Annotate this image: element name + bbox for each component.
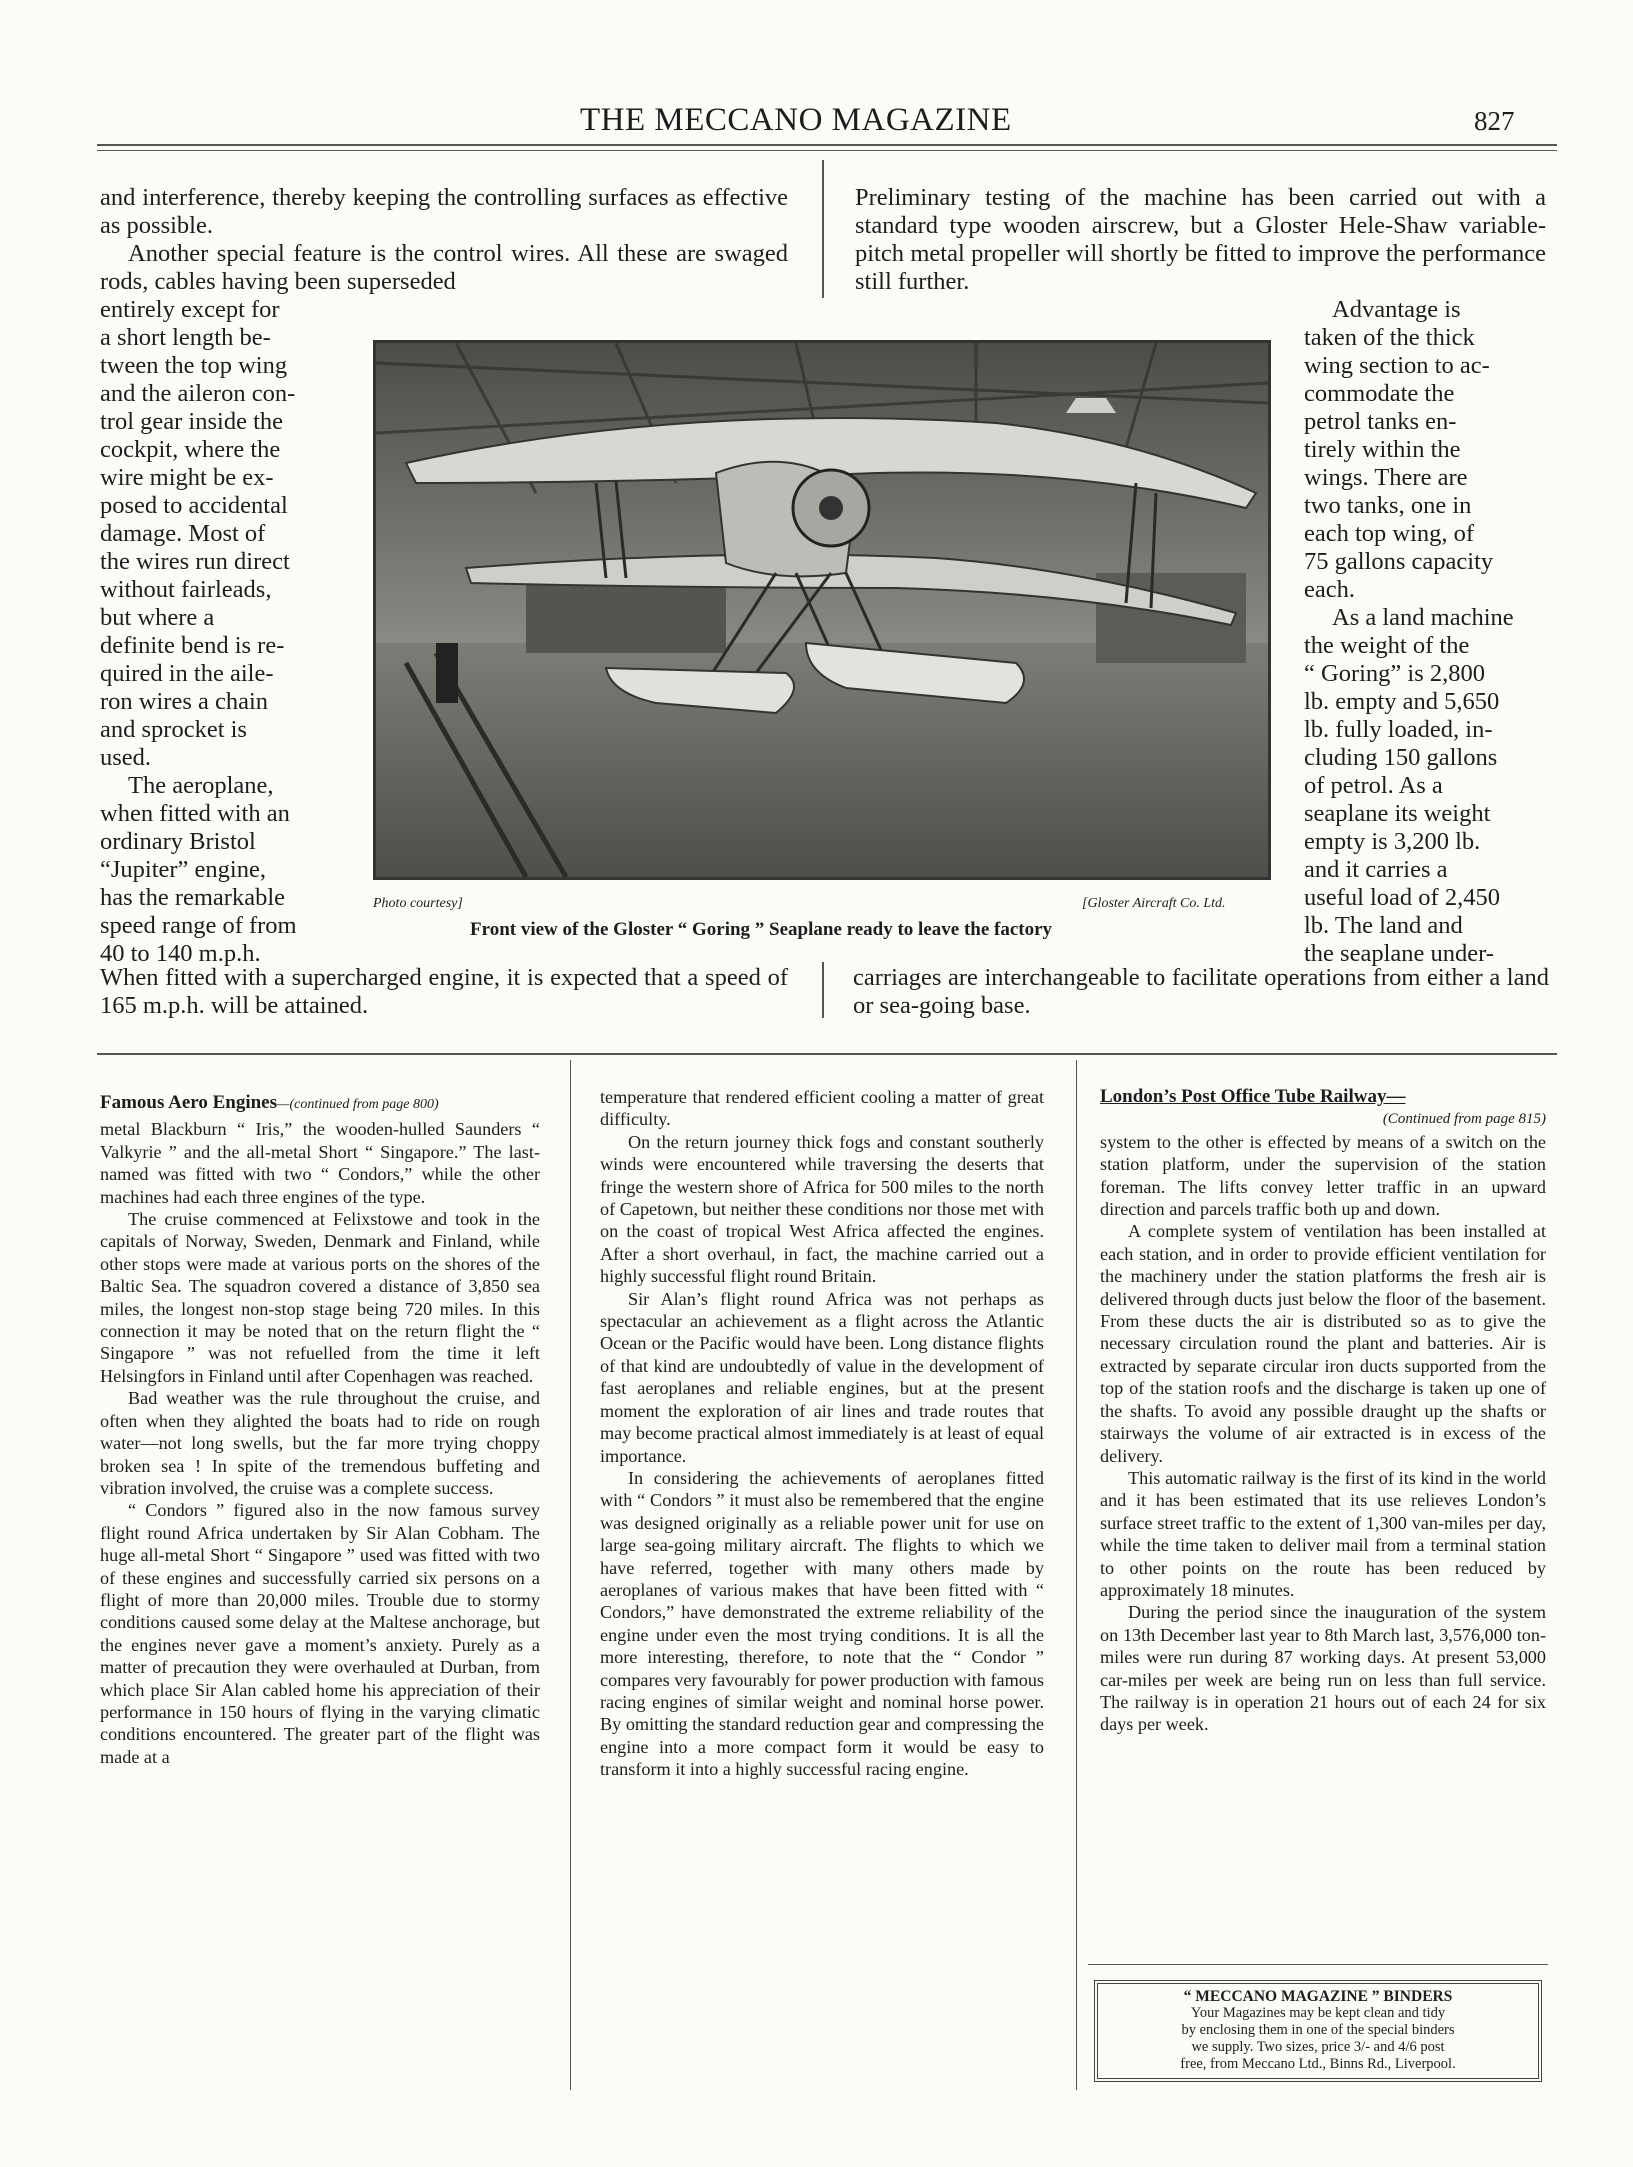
text-line: petrol tanks en- xyxy=(1304,408,1457,435)
text-line: ordinary Bristol xyxy=(100,828,256,855)
top-left-column xyxy=(100,184,788,296)
paragraph: system to the other is effected by means of a switch on the station platform, under the supervision of the station foreman. The lifts convey letter traffic in an upward direction and parcels traffic both up and down. xyxy=(1100,1131,1546,1220)
text-line: damage. Most of xyxy=(100,520,266,547)
text-line: taken of the thick xyxy=(1304,324,1475,351)
text-line: has the remarkable xyxy=(100,884,286,911)
paragraph: Sir Alan’s flight round Africa was not perhaps as spectacular an achievement as a flight across the Atlantic Ocean or the Pacific would have been. Long distance flights of that kind are undoubtedly of value in the development of fast aeroplanes and reliable engines, but at the present moment the exploration of air lines and trade routes that may become practical almost immediately is at least of equal importance. xyxy=(600,1288,1044,1466)
text-line: each. xyxy=(1304,576,1355,603)
text-line: without fairleads, xyxy=(100,576,272,603)
seaplane-illustration xyxy=(376,343,1268,877)
text-line: 75 gallons capacity xyxy=(1304,548,1494,575)
text-line: Advantage is xyxy=(1332,296,1461,323)
paragraph: carriages are interchangeable to facilitate operations from either a land or sea-going base. xyxy=(853,964,1549,1019)
advert-line: by enclosing them in one of the special binders xyxy=(1181,2022,1455,2038)
text-line: and sprocket is xyxy=(100,716,247,743)
text-line: quired in the aile- xyxy=(100,660,274,687)
text-line: As a land machine xyxy=(1332,604,1514,631)
column-continued-engines xyxy=(600,1086,1044,1781)
paragraph: and interference, thereby keeping the controlling surfaces as effective as possible. xyxy=(100,184,788,239)
text-line: empty is 3,200 lb. xyxy=(1304,828,1481,855)
column-famous-aero-engines xyxy=(100,1092,540,1768)
text-line: wire might be ex- xyxy=(100,464,274,491)
section-rule xyxy=(97,1053,1557,1055)
text-line: and the aileron con- xyxy=(100,380,296,407)
text-line: the seaplane under- xyxy=(1304,940,1494,967)
text-line: a short length be- xyxy=(100,324,271,351)
text-line: wings. There are xyxy=(1304,464,1468,491)
continued-note: (Continued from page 815) xyxy=(1382,1111,1546,1128)
seaplane-photo xyxy=(373,340,1271,880)
paragraph: When fitted with a supercharged engine, it is expected that a speed of 165 m.p.h. will be attained. xyxy=(100,964,788,1019)
paragraph: Bad weather was the rule throughout the cruise, and often when they alighted the boats had to ride on rough water—not long swells, but the far more trying choppy broken sea ! In spite of the tremendous buffeting and vibration involved, the cruise was a complete success. xyxy=(100,1388,540,1498)
text-line: and it carries a xyxy=(1304,856,1448,883)
top-right-bottom xyxy=(853,964,1549,1020)
column-divider xyxy=(1076,1060,1077,2090)
text-line: “ Goring” is 2,800 xyxy=(1304,660,1485,687)
text-line: 40 to 140 m.p.h. xyxy=(100,940,261,967)
text-line: lb. The land and xyxy=(1304,912,1463,939)
text-line: posed to accidental xyxy=(100,492,288,519)
text-line: of petrol. As a xyxy=(1304,772,1443,799)
magazine-title: THE MECCANO MAGAZINE xyxy=(580,102,1012,138)
paragraph: Preliminary testing of the machine has been carried out with a standard type wooden airscrew, but a Gloster Hele-Shaw variable-pitch metal propeller will shortly be fitted to improve the performance still further. xyxy=(855,184,1546,295)
paragraph: metal Blackburn “ Iris,” the wooden-hulled Saunders “ Valkyrie ” and the all-metal Short “ Singapore.” The last-named was fitted with two “ Condors,” while the other machines had each three engines of the type. xyxy=(100,1119,540,1207)
column-divider xyxy=(822,962,824,1018)
text-line: each top wing, of xyxy=(1304,520,1475,547)
text-line: the weight of the xyxy=(1304,632,1470,659)
text-line: seaplane its weight xyxy=(1304,800,1491,827)
text-line: useful load of 2,450 xyxy=(1304,884,1500,911)
binder-rule xyxy=(1088,1964,1548,1965)
paragraph: A complete system of ventilation has been installed at each station, and in order to provide efficient ventilation for the machinery under the station platforms the fresh air is delivered through ducts just below the floor of the basement. From these ducts the air is distributed so as to give the necessary circulation round the plant and batteries. Air is extracted by separate circular iron ducts supported from the top of the station roofs and the discharge is taken up one of the shafts. To avoid any possible draught up the shafts or stairways the volume of air extracted is in excess of the delivery. xyxy=(1100,1221,1546,1466)
binders-advert xyxy=(1094,1980,1542,2082)
column-divider xyxy=(570,1060,571,2090)
paragraph: During the period since the inauguration of the system on 13th December last year to 8th March last, 3,576,000 ton-miles were run during 87 working days. At present 53,000 car-miles per week are being run on less than full service. The railway is in operation 21 hours out of each 24 for six days per week. xyxy=(1100,1602,1546,1735)
advert-line: free, from Meccano Ltd., Binns Rd., Liverpool. xyxy=(1180,2056,1456,2072)
paragraph: This automatic railway is the first of its kind in the world and it has been estimated that its use relieves London’s surface street traffic to the extent of 1,300 van-miles per day, while the time taken to deliver mail from a terminal station to other points on the route has been reduced by approximately 18 minutes. xyxy=(1100,1467,1546,1600)
text-line: tirely within the xyxy=(1304,436,1461,463)
header-rule xyxy=(97,144,1557,146)
text-line: lb. empty and 5,650 xyxy=(1304,688,1500,715)
paragraph: On the return journey thick fogs and constant southerly winds were encountered while traversing the deserts that fringe the western shore of Africa for 500 miles to the north of Capetown, but neither these conditions nor those met with on the coast of tropical West Africa affected the engines. After a short overhaul, in fact, the machine carried out a highly successful flight round Britain. xyxy=(600,1131,1044,1287)
text-line: speed range of from xyxy=(100,912,297,939)
text-line: commodate the xyxy=(1304,380,1455,407)
article-title: London’s Post Office Tube Railway— xyxy=(1100,1086,1406,1107)
text-line: entirely except for xyxy=(100,296,280,323)
advert-line: Your Magazines may be kept clean and tidy xyxy=(1190,2005,1446,2021)
text-line: cluding 150 gallons xyxy=(1304,744,1498,771)
text-line: tween the top wing xyxy=(100,352,288,379)
article-title: Famous Aero Engines xyxy=(100,1092,278,1113)
page-number: 827 xyxy=(1474,106,1515,136)
right-narrow-column xyxy=(1304,296,1546,968)
photo-caption: Front view of the Gloster “ Goring ” Seaplane ready to leave the factory xyxy=(470,919,1053,940)
text-line: The aeroplane, xyxy=(128,772,274,799)
text-line: lb. fully loaded, in- xyxy=(1304,716,1493,743)
text-line: “Jupiter” engine, xyxy=(100,856,266,883)
paragraph: The cruise commenced at Felixstowe and took in the capitals of Norway, Sweden, Denmark and Finland, while other stops were made at various ports on the shores of the Baltic Sea. The squadron covered a distance of 3,850 sea miles, the longest non-stop stage being 720 miles. In this connection it may be noted that on the return flight the “ Singapore ” was not refuelled from the time it left Helsingfors in Finland until after Copenhagen was reached. xyxy=(100,1209,540,1386)
column-post-office-railway xyxy=(1100,1086,1546,1736)
advert-title: “ MECCANO MAGAZINE ” BINDERS xyxy=(1183,1988,1453,2005)
paragraph: Another special feature is the control wires. All these are swaged rods, cables having been superseded xyxy=(100,240,788,295)
photo-credit-right: [Gloster Aircraft Co. Ltd. xyxy=(1082,896,1226,911)
header-rule-thin xyxy=(97,150,1557,151)
text-line: cockpit, where the xyxy=(100,436,281,463)
text-line: the wires run direct xyxy=(100,548,290,575)
paragraph: In considering the achievements of aeroplanes fitted with “ Condors ” it must also be remembered that the engine was designed originally as a reliable power unit for use on large sea-going military aircraft. The flights to which we have referred, together with many others made by aeroplanes of various makes that have been fitted with “ Condors,” have demonstrated the extreme reliability of the engine under even the most trying conditions. It is all the more interesting, therefore, to note that the “ Condor ” compares very favourably for power production with famous racing engines of similar weight and nominal horse power. By omitting the standard reduction gear and compressing the engine into a more compact form it would be easy to transform it into a highly successful racing engine. xyxy=(600,1467,1044,1780)
text-line: two tanks, one in xyxy=(1304,492,1472,519)
text-line: trol gear inside the xyxy=(100,408,284,435)
column-divider xyxy=(822,160,824,298)
advert-line: we supply. Two sizes, price 3/- and 4/6 post xyxy=(1191,2039,1445,2055)
text-line: used. xyxy=(100,744,152,771)
text-line: but where a xyxy=(100,604,215,631)
paragraph: “ Condors ” figured also in the now famous survey flight round Africa undertaken by Sir Alan Cobham. The huge all-metal Short “ Singapore ” used was fitted with two of these engines and successfully carried six persons on a flight of more than 20,000 miles. Trouble due to stormy conditions caused some delay at the Maltese anchorage, but the engines never gave a moment’s anxiety. Purely as a matter of precaution they were overhauled at Durban, from which place Sir Alan cabled home his appreciation of their performance in 150 hours of flying in the varying climatic conditions encountered. The greater part of the flight was made at a xyxy=(100,1500,540,1767)
text-line: definite bend is re- xyxy=(100,632,285,659)
text-line: wing section to ac- xyxy=(1304,352,1490,379)
photo-credit-left: Photo courtesy] xyxy=(373,896,463,911)
article-heading xyxy=(100,1092,540,1116)
top-right-column xyxy=(855,184,1546,296)
top-left-bottom xyxy=(100,964,788,1020)
text-line: ron wires a chain xyxy=(100,688,269,715)
text-line: when fitted with an xyxy=(100,800,290,827)
paragraph: temperature that rendered efficient cooling a matter of great difficulty. xyxy=(600,1087,1044,1130)
continued-note: —(continued from page 800) xyxy=(277,1097,439,1112)
left-narrow-column xyxy=(100,296,340,968)
